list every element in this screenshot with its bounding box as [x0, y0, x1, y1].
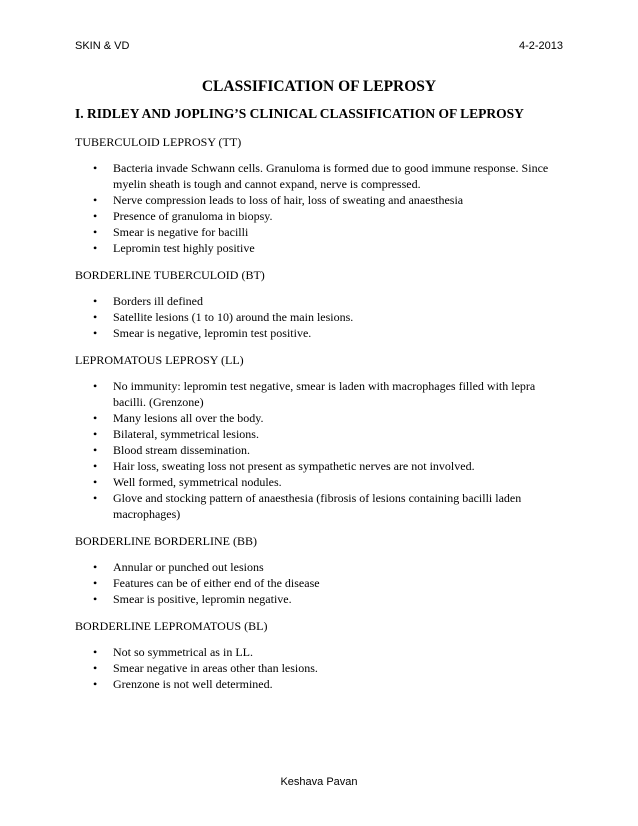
document-body — [75, 106, 565, 703]
header-left: SKIN & VD — [75, 40, 130, 52]
list-item: • Smear is negative for bacilli — [75, 224, 565, 240]
list-item: • Bacteria invade Schwann cells. Granuloma is formed due to good immune response. Since myelin sheath is tough and cannot expand, nerve is compressed. — [75, 160, 565, 192]
list-item: • Blood stream dissemination. — [75, 442, 565, 458]
group-borderline-borderline — [75, 533, 565, 607]
subheading: BORDERLINE LEPROMATOUS (BL) — [75, 619, 268, 633]
subheading: LEPROMATOUS LEPROSY (LL) — [75, 353, 244, 367]
footer-author: Keshava Pavan — [280, 776, 358, 788]
group-tuberculoid — [75, 134, 565, 256]
list-item: • Bilateral, symmetrical lesions. — [75, 426, 565, 442]
list-item: • No immunity: lepromin test negative, smear is laden with macrophages filled with lepra bacilli. (Grenzone) — [75, 378, 565, 410]
list-item: • Borders ill defined — [75, 293, 565, 309]
bullet-list — [75, 378, 565, 522]
list-item: • Smear negative in areas other than lesions. — [75, 660, 565, 676]
bullet-list — [75, 160, 565, 256]
bullet-list — [75, 559, 565, 607]
group-borderline-lepromatous — [75, 618, 565, 692]
list-item: • Many lesions all over the body. — [75, 410, 565, 426]
group-borderline-tuberculoid — [75, 267, 565, 341]
bullet-list — [75, 644, 565, 692]
list-item: • Glove and stocking pattern of anaesthesia (fibrosis of lesions containing bacilli laden macrophages) — [75, 490, 565, 522]
list-item: • Satellite lesions (1 to 10) around the main lesions. — [75, 309, 565, 325]
list-item: • Not so symmetrical as in LL. — [75, 644, 565, 660]
list-item: • Hair loss, sweating loss not present as sympathetic nerves are not involved. — [75, 458, 565, 474]
list-item: • Nerve compression leads to loss of hair, loss of sweating and anaesthesia — [75, 192, 565, 208]
list-item: • Smear is positive, lepromin negative. — [75, 591, 565, 607]
section-heading: I. RIDLEY AND JOPLING’S CLINICAL CLASSIFICATION OF LEPROSY — [75, 106, 524, 121]
list-item: • Features can be of either end of the disease — [75, 575, 565, 591]
bullet-list — [75, 293, 565, 341]
subheading: BORDERLINE TUBERCULOID (BT) — [75, 268, 265, 282]
header-date: 4-2-2013 — [518, 40, 563, 52]
list-item: • Presence of granuloma in biopsy. — [75, 208, 565, 224]
list-item: • Smear is negative, lepromin test positive. — [75, 325, 565, 341]
list-item: • Lepromin test highly positive — [75, 240, 565, 256]
subheading: BORDERLINE BORDERLINE (BB) — [75, 534, 257, 548]
list-item: • Grenzone is not well determined. — [75, 676, 565, 692]
subheading: TUBERCULOID LEPROSY (TT) — [75, 135, 242, 149]
list-item: • Annular or punched out lesions — [75, 559, 565, 575]
list-item: • Well formed, symmetrical nodules. — [75, 474, 565, 490]
group-lepromatous — [75, 352, 565, 522]
page-title: CLASSIFICATION OF LEPROSY — [201, 78, 437, 95]
